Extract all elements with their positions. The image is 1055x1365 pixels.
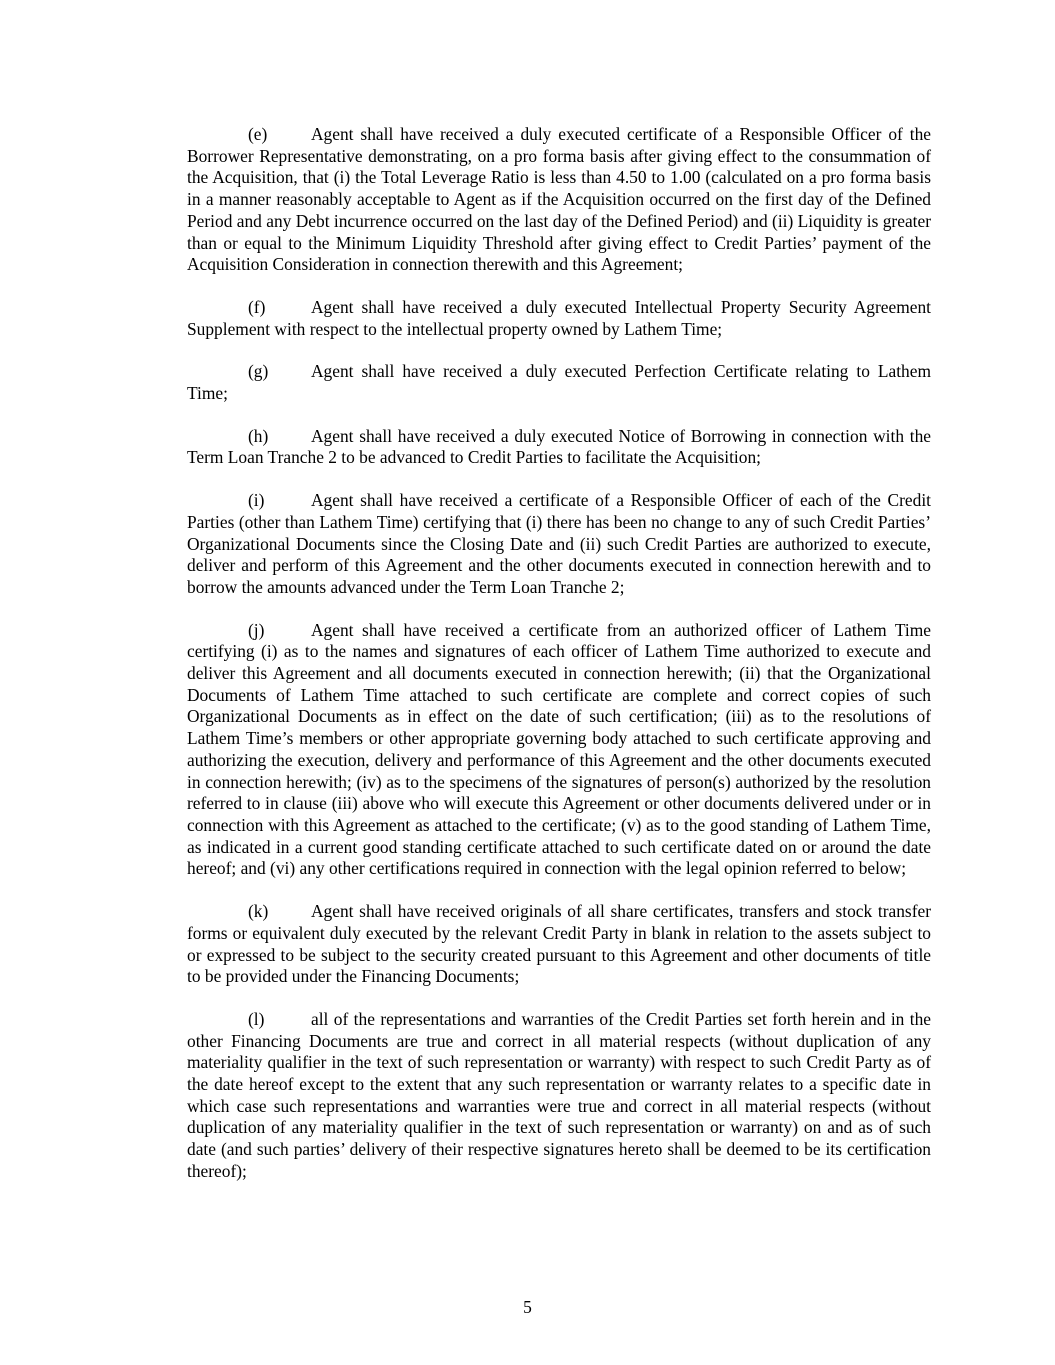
clause-j (187, 620, 931, 880)
clause-k (187, 901, 931, 988)
clause-text: Agent shall have received a duly executed Intellectual Property Security Agreement Supplement with respect to the intellectual property owned by Lathem Time; (187, 296, 931, 339)
clause-l (187, 1009, 931, 1183)
clause-label: (e) (248, 124, 268, 144)
document-body (187, 124, 931, 1204)
clause-label: (f) (248, 296, 266, 317)
clause-h (187, 426, 931, 469)
clause-label: (j) (248, 619, 265, 640)
clause-text: Agent shall have received originals of all share certificates, transfers and stock transfer forms or equivalent duly executed by the relevant Credit Party in blank in relation to the assets subject to or expressed to be subject to the security created pursuant to this Agreement and other documents of title to be provided under the Financing Documents; (187, 901, 931, 987)
clause-e (187, 124, 931, 276)
clause-i (187, 490, 931, 599)
clause-text: Agent shall have received a certificate from an authorized officer of Lathem Time certifying (i) as to the names and signatures of each officer of Lathem Time authorized to execute and deliver this Agreement and all documents executed in connection herewith; (ii) that the Organizational Documents of Lathem Time attached to such certificate are complete and correct copies of such Organizational Documents as in effect on the date of such certification; (iii) as to the resolutions of Lathem Time’s members or other appropriate governing body attached to such certificate approving and authorizing the execution, delivery and performance of this Agreement and the other documents executed in connection herewith; (iv) as to the specimens of the signatures of person(s) authorized by the resolution referred to in clause (iii) above who will execute this Agreement or other documents delivered under or in connection with this Agreement as attached to the certificate; (v) as to the good standing of Lathem Time, as indicated in a current good standing certificate attached to such certificate dated on or around the date hereof; and (vi) any other certifications required in connection with the legal opinion referred to below; (187, 619, 931, 879)
clause-text: Agent shall have received a duly executed Notice of Borrowing in connection with the Term Loan Tranche 2 to be advanced to Credit Parties to facilitate the Acquisition; (187, 425, 931, 468)
clause-label: (i) (248, 490, 265, 511)
clause-label: (g) (248, 361, 269, 382)
clause-label: (k) (248, 901, 269, 922)
clause-text: Agent shall have received a duly executed Perfection Certificate relating to Lathem Time; (187, 361, 931, 404)
clause-text: Agent shall have received a duly executed certificate of a Responsible Officer of the Borrower Representative demonstrating, on a pro forma basis after giving effect to the consummation of the Acquisition, that (i) the Total Leverage Ratio is less than 4.50 to 1.00 (calculated on a pro forma basis in a manner reasonably acceptable to Agent as if the Acquisition occurred on the first day of the Defined Period and any Debt incurrence occurred on the last day of the Defined Period) and (ii) Liquidity is greater than or equal to the Minimum Liquidity Threshold after giving effect to Credit Parties’ payment of the Acquisition Consideration in connection therewith and this Agreement; (187, 124, 931, 275)
clause-f (187, 297, 931, 340)
clause-text: all of the representations and warranties of the Credit Parties set forth herein and in the other Financing Documents are true and correct in all material respects (without duplication of any materiality qualifier in the text of such representation or warranty) with respect to such Credit Party as of the date hereof except to the extent that any such representation or warranty relates to a specific date in which case such representations and warranties were true and correct in all material respects (without duplication of any materiality qualifier in the text of such representation or warranty) on and as of such date (and such parties’ delivery of their respective signatures hereto shall be deemed to be its certification thereof); (187, 1008, 931, 1181)
clause-label: (h) (248, 425, 269, 446)
page-number: 5 (523, 1297, 532, 1317)
clause-text: Agent shall have received a certificate of a Responsible Officer of each of the Credit Parties (other than Lathem Time) certifying that (i) there has been no change to any of such Credit Parties’ Organizational Documents since the Closing Date and (ii) such Credit Parties are authorized to execute, deliver and perform of this Agreement and the other documents executed in connection herewith and to borrow the amounts advanced under the Term Loan Tranche 2; (187, 490, 931, 597)
clause-label: (l) (248, 1008, 265, 1029)
clause-g (187, 361, 931, 404)
